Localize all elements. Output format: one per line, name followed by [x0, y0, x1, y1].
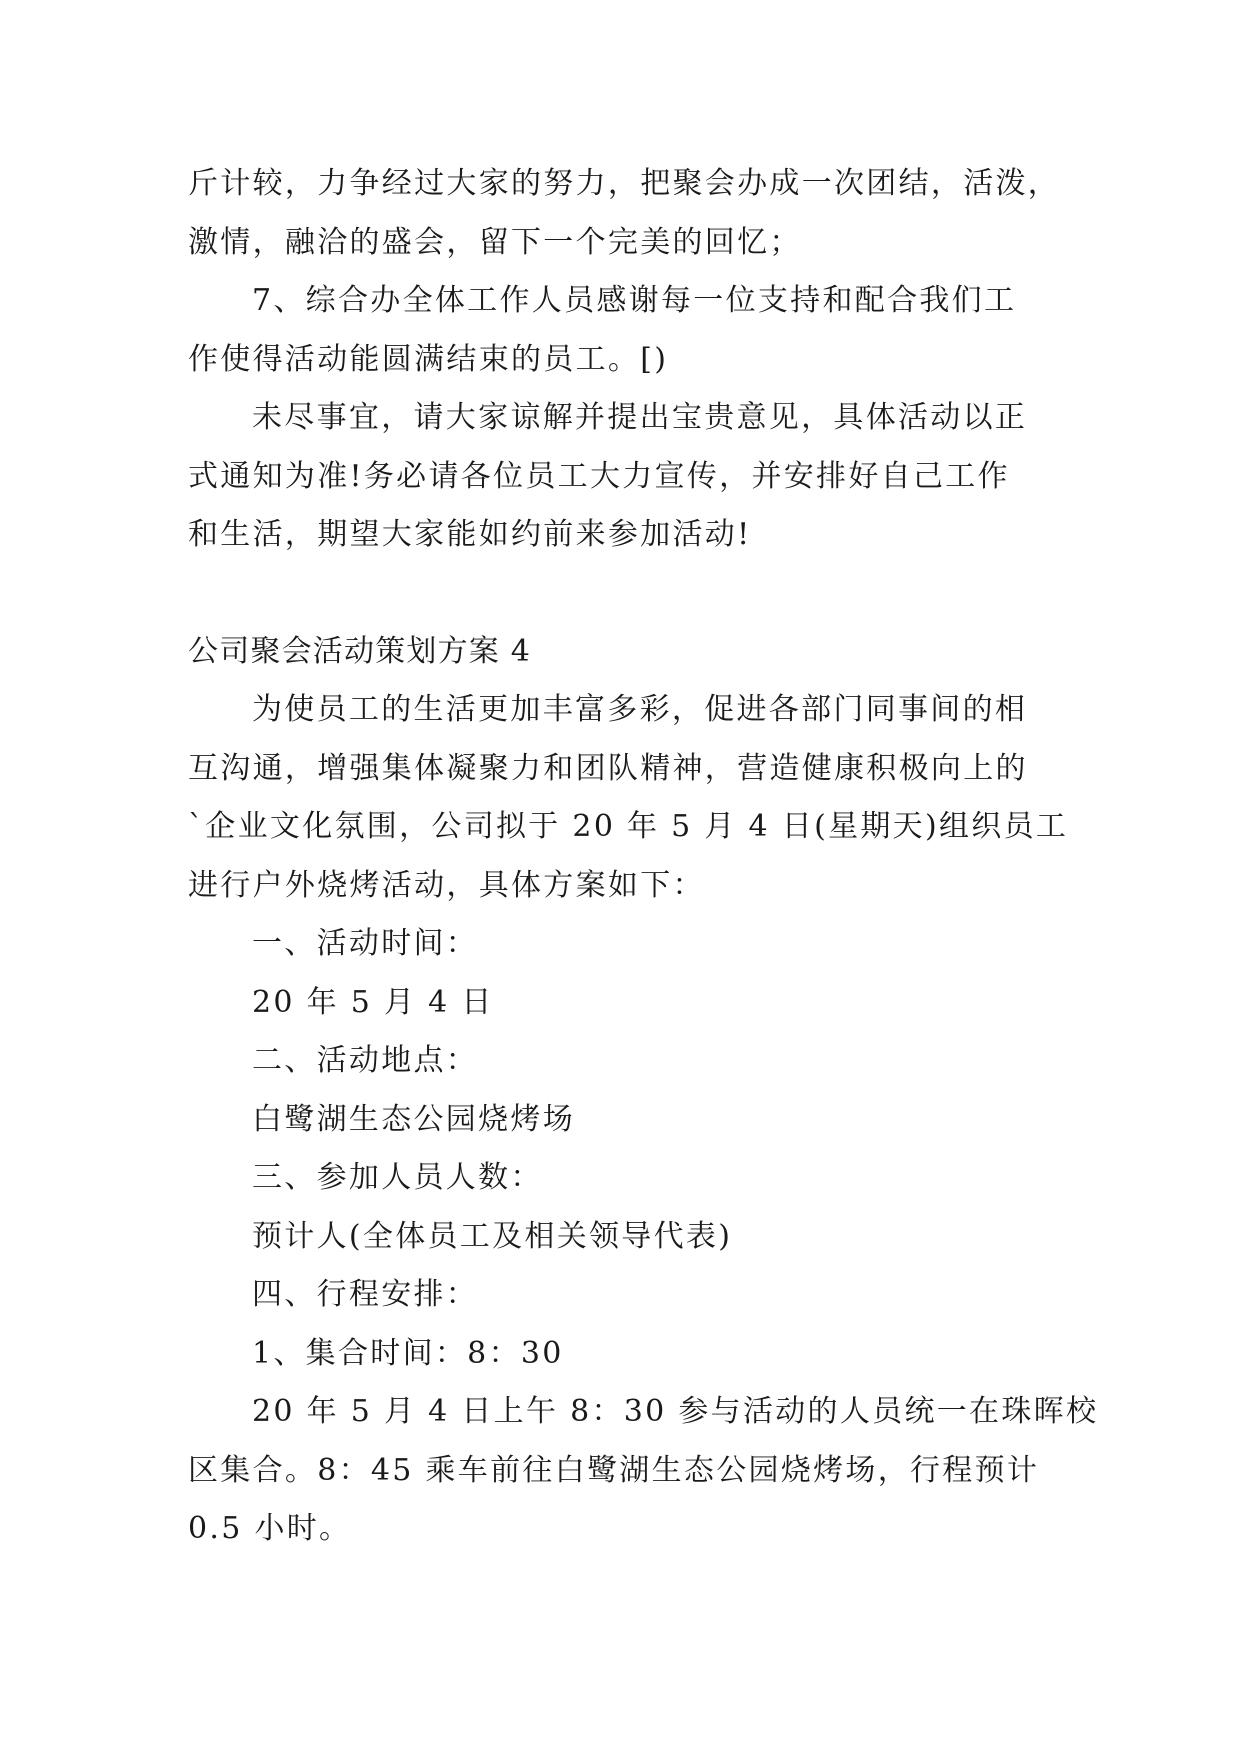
time-heading: 一、活动时间： [252, 926, 479, 961]
people-heading: 三、参加人员人数： [252, 1160, 543, 1195]
people-value: 预计人(全体员工及相关领导代表) [252, 1218, 733, 1254]
paragraph-line: 激情，融洽的盛会，留下一个完美的回忆； [188, 224, 802, 260]
schedule-heading: 四、行程安排： [252, 1277, 479, 1312]
gather-detail-line: 区集合。8：45 乘车前往白鹭湖生态公园烧烤场，行程预计 [188, 1452, 1040, 1488]
place-heading: 二、活动地点： [252, 1043, 479, 1078]
place-value: 白鹭湖生态公园烧烤场 [252, 1101, 575, 1137]
gather-time: 1、集合时间：8：30 [252, 1335, 564, 1371]
intro-paragraph-line: 进行户外烧烤活动，具体方案如下： [188, 867, 705, 903]
intro-paragraph-line: `企业文化氛围，公司拟于 20 年 5 月 4 日(星期天)组织员工 [188, 809, 1069, 844]
intro-paragraph-line: 互沟通，增强集体凝聚力和团队精神，营造健康积极向上的 [188, 750, 1028, 786]
closing-paragraph-line: 和生活，期望大家能如约前来参加活动! [188, 517, 752, 552]
closing-paragraph-line: 式通知为准!务必请各位员工大力宣传，并安排好自己工作 [188, 458, 1010, 494]
intro-paragraph-line: 为使员工的生活更加丰富多彩，促进各部门同事间的相 [252, 692, 1028, 727]
time-value: 20 年 5 月 4 日 [252, 984, 494, 1020]
section-spacer [188, 565, 1050, 623]
document-body [188, 155, 1099, 1559]
item-7-line: 作使得活动能圆满结束的员工。[) [188, 341, 669, 377]
closing-paragraph-line: 未尽事宜，请大家谅解并提出宝贵意见，具体活动以正 [252, 400, 1028, 435]
section-title: 公司聚会活动策划方案 4 [188, 633, 532, 669]
gather-detail-line: 0.5 小时。 [188, 1511, 352, 1546]
paragraph-line: 斤计较，力争经过大家的努力，把聚会办成一次团结，活泼， [188, 166, 1061, 201]
gather-detail-line: 20 年 5 月 4 日上午 8：30 参与活动的人员统一在珠晖校 [252, 1394, 1099, 1429]
item-7-line: 7、综合办全体工作人员感谢每一位支持和配合我们工 [252, 283, 1017, 318]
